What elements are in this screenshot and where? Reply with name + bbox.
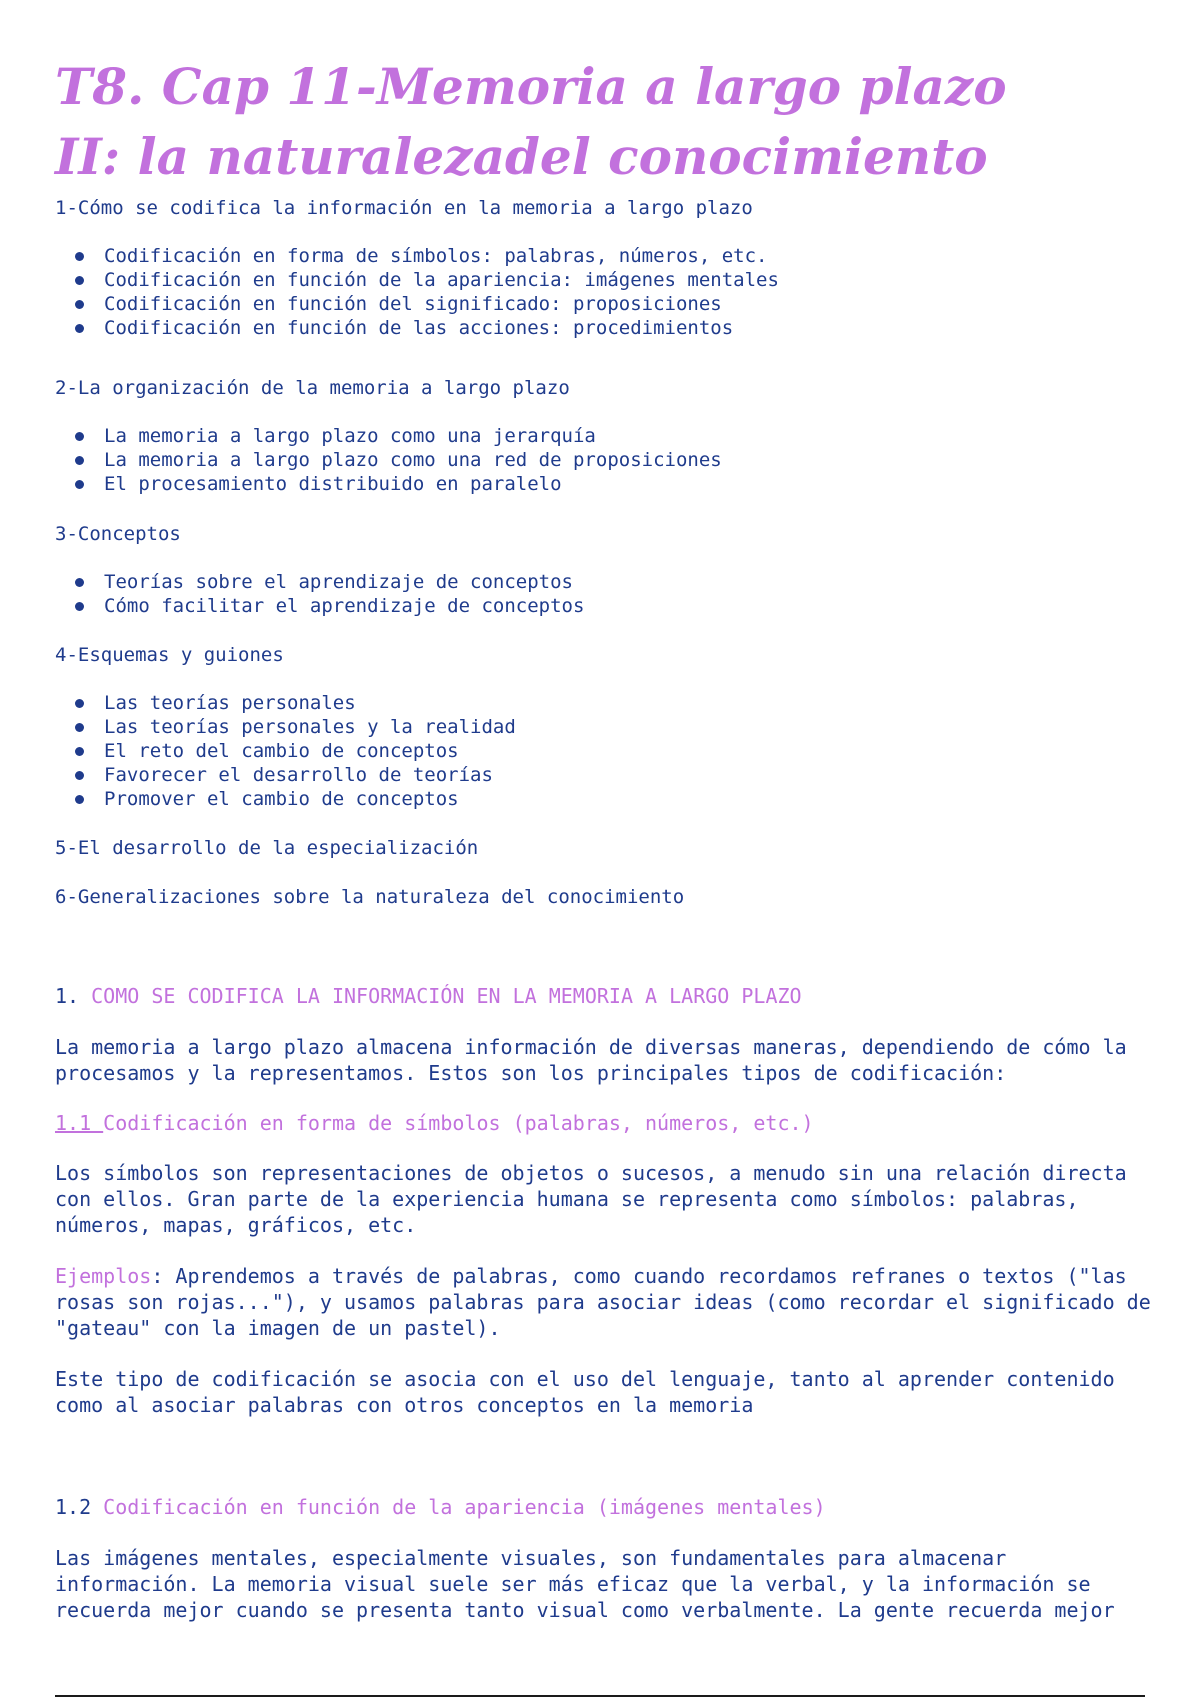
toc-section-3 — [55, 522, 1155, 546]
toc-item: El procesamiento distribuido en paralelo — [55, 472, 1155, 496]
toc-list-2 — [55, 424, 1155, 496]
toc-item: La memoria a largo plazo como una red de proposiciones — [55, 448, 1155, 472]
paragraph: Los símbolos son representaciones de objetos o sucesos, a menudo sin una relación directa con ellos. Gran parte de la experiencia humana se representa como símbolos: palabras, números, mapas, gráficos, etc. — [55, 1161, 1127, 1237]
toc-item: Promover el cambio de conceptos — [55, 787, 1155, 811]
toc-item: Codificación en función de las acciones: procedimientos — [55, 316, 1155, 340]
section-1-heading — [55, 983, 1155, 1009]
subsection-number: 1.1 — [55, 1111, 104, 1135]
toc-section-6 — [55, 885, 1155, 909]
examples-text: : Aprendemos a través de palabras, como cuando recordamos refranes o textos ("las rosas son rojas..."), y usamos palabras para asociar ideas (como recordar el significado de "gateau" con la imagen de un pastel). — [55, 1264, 1151, 1340]
subsection-1-1-p2 — [55, 1366, 1155, 1418]
paragraph: Las imágenes mentales, especialmente visuales, son fundamentales para almacenar información. La memoria visual suele ser más eficaz que la verbal, y la información se recuerda mejor cuando se presenta tanto visual como verbalmente. La gente recuerda mejor — [55, 1546, 1115, 1622]
page-bottom-rule — [55, 1695, 1145, 1697]
toc-item: Favorecer el desarrollo de teorías — [55, 763, 1155, 787]
section-number: 1. — [55, 984, 80, 1008]
toc-section-5 — [55, 836, 1155, 860]
section-title: COMO SE CODIFICA LA INFORMACIÓN EN LA MEMORIA A LARGO PLAZO — [91, 984, 802, 1008]
toc-item: Codificación en forma de símbolos: palabras, números, etc. — [55, 244, 1155, 268]
toc-heading: 3-Conceptos — [55, 523, 181, 545]
paragraph: La memoria a largo plazo almacena información de diversas maneras, dependiendo de cómo la procesamos y la representamos. Estos son los principales tipos de codificación: — [55, 1035, 1127, 1085]
toc-heading: 4-Esquemas y guiones — [55, 644, 284, 666]
examples-label: Ejemplos — [55, 1264, 152, 1288]
toc-item: Codificación en función de la apariencia: imágenes mentales — [55, 268, 1155, 292]
toc-heading: 5-El desarrollo de la especialización — [55, 837, 479, 859]
section-1-intro — [55, 1034, 1155, 1086]
toc-heading: 6-Generalizaciones sobre la naturaleza del conocimiento — [55, 886, 685, 908]
subsection-title: Codificación en forma de símbolos (palabras, números, etc.) — [103, 1111, 814, 1135]
toc-heading: 2-La organización de la memoria a largo plazo — [55, 377, 570, 399]
toc-item: Codificación en función del significado: proposiciones — [55, 292, 1155, 316]
subsection-1-2-p1 — [55, 1545, 1155, 1623]
toc-list-3 — [55, 570, 1155, 618]
subsection-1-2-heading — [55, 1494, 1155, 1520]
toc-section-4 — [55, 643, 1155, 667]
toc-list-4 — [55, 691, 1155, 811]
paragraph: Este tipo de codificación se asocia con el uso del lenguaje, tanto al aprender contenido como al asociar palabras con otros conceptos en la memoria — [55, 1367, 1115, 1417]
toc-heading: 1-Cómo se codifica la información en la memoria a largo plazo — [55, 197, 753, 219]
toc-item: Las teorías personales y la realidad — [55, 715, 1155, 739]
toc-item: Teorías sobre el aprendizaje de conceptos — [55, 570, 1155, 594]
subsection-1-1-examples — [55, 1263, 1155, 1341]
subsection-1-1-p1 — [55, 1160, 1155, 1238]
subsection-1-1-heading — [55, 1110, 1155, 1136]
toc-section-2 — [55, 376, 1155, 400]
subsection-number: 1.2 — [55, 1495, 104, 1519]
page-title: T8. Cap 11-Memoria a largo plazo II: la naturalezadel conocimiento — [55, 57, 1007, 186]
toc-section-1 — [55, 196, 1155, 220]
toc-item: Las teorías personales — [55, 691, 1155, 715]
toc-item: El reto del cambio de conceptos — [55, 739, 1155, 763]
toc-item: La memoria a largo plazo como una jerarquía — [55, 424, 1155, 448]
toc-list-1 — [55, 244, 1155, 340]
subsection-title: Codificación en función de la apariencia (imágenes mentales) — [103, 1495, 826, 1519]
toc-item: Cómo facilitar el aprendizaje de conceptos — [55, 594, 1155, 618]
